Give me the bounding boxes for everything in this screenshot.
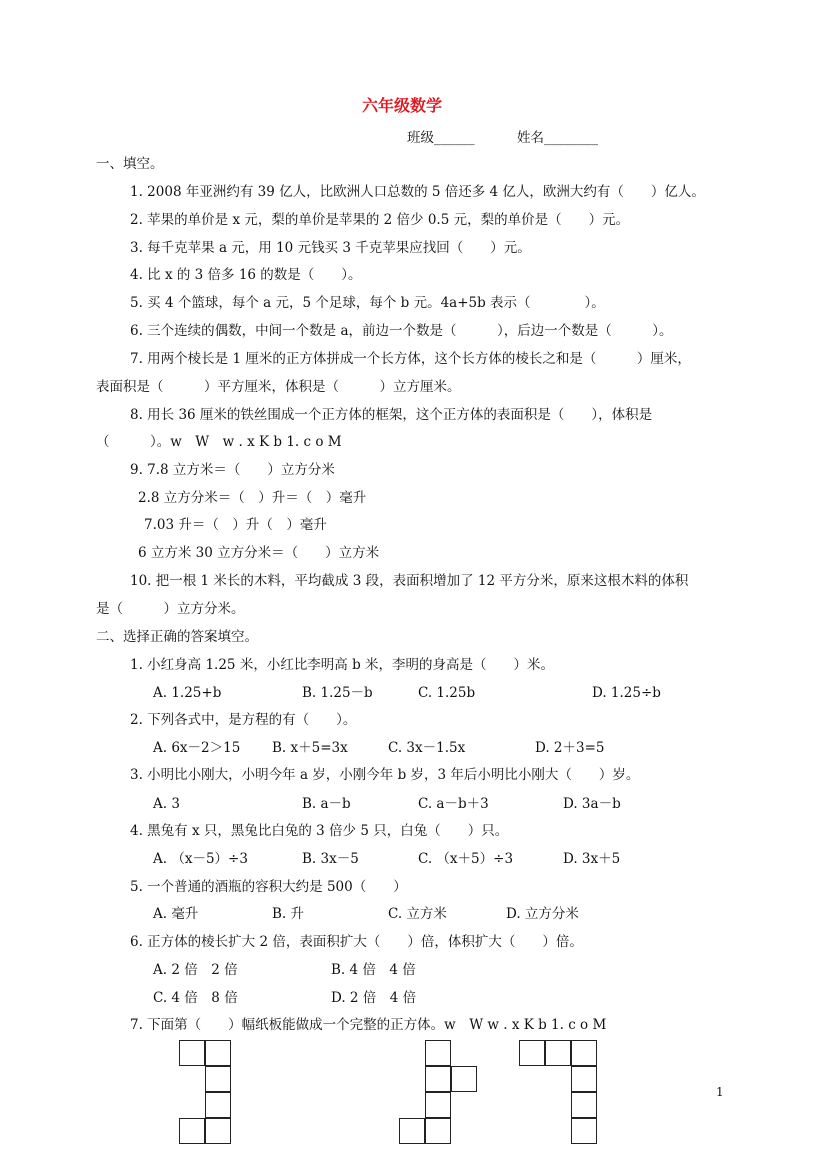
choice-option: A. 毫升 — [153, 906, 199, 922]
choice-option: C. 立方米 — [388, 906, 447, 922]
net-square — [425, 1040, 451, 1066]
net-square — [399, 1118, 425, 1144]
choice-option: D. 3x＋5 — [563, 851, 621, 867]
question-line: 8. 用长 36 厘米的铁丝围成一个正方体的框架，这个正方体的表面积是（ ），体积是 — [130, 407, 653, 423]
question-line: 6 立方米 30 立方分米＝（ ）立方米 — [138, 545, 380, 561]
choice-option: C. （x＋5）÷3 — [418, 851, 514, 867]
choice-option: C. 1.25b — [418, 685, 476, 701]
net-square — [205, 1118, 231, 1144]
choice-option: C. 4 倍 8 倍 — [153, 990, 238, 1006]
question-line: 2.8 立方分米＝（ ）升＝（ ）毫升 — [138, 490, 367, 506]
choice-option: C. a－b＋3 — [418, 796, 489, 812]
choice-option: B. 1.25－b — [302, 685, 373, 701]
question-line: （ ）。w W w . x K b 1. c o M — [96, 434, 342, 450]
net-square — [425, 1092, 451, 1118]
choice-option: A. 6x－2＞15 — [153, 740, 241, 756]
choice-option: A. （x－5）÷3 — [153, 851, 248, 867]
choice-option: D. 3a－b — [563, 796, 621, 812]
net-square — [451, 1066, 477, 1092]
question-line: 2. 下列各式中，是方程的有（ ）。 — [130, 712, 357, 728]
page-title: 六年级数学 — [362, 96, 443, 115]
choice-option: B. x＋5=3x — [272, 740, 348, 756]
choice-option: C. 3x－1.5x — [388, 740, 466, 756]
question-line: 4. 比 x 的 3 倍多 16 的数是（ ）。 — [130, 267, 362, 283]
question-line: 10. 把一根 1 米长的木料，平均截成 3 段，表面积增加了 12 平方分米，原来这根木料的体积 — [130, 573, 689, 589]
question-line: 是（ ）立方分米。 — [96, 601, 245, 617]
net-square — [205, 1092, 231, 1118]
question-line: 5. 一个普通的酒瓶的容积大约是 500（ ） — [130, 879, 407, 895]
net-square — [571, 1040, 597, 1066]
choice-option: B. a－b — [302, 796, 351, 812]
question-line: 7. 用两个棱长是 1 厘米的正方体拼成一个长方体，这个长方体的棱长之和是（ ）厘米， — [130, 351, 691, 367]
net-square — [545, 1040, 571, 1066]
choice-option: B. 升 — [272, 906, 305, 922]
net-square — [205, 1066, 231, 1092]
net-square — [205, 1040, 231, 1066]
choice-option: A. 2 倍 2 倍 — [153, 962, 238, 978]
net-square — [425, 1066, 451, 1092]
question-line: 1. 小红身高 1.25 米，小红比李明高 b 米，李明的身高是（ ）米。 — [130, 657, 555, 673]
class-field-label: 班级______ — [407, 130, 475, 146]
choice-option: A. 3 — [153, 796, 180, 812]
choice-option: D. 2＋3=5 — [535, 740, 605, 756]
question-line: 1. 2008 年亚洲约有 39 亿人，比欧洲人口总数的 5 倍还多 4 亿人，欧洲大约有（ ）亿人。 — [130, 184, 705, 200]
net-square — [571, 1092, 597, 1118]
choice-option: B. 3x－5 — [302, 851, 359, 867]
question-line: 6. 三个连续的偶数，中间一个数是 a，前边一个数是（ ），后边一个数是（ ）。 — [130, 323, 673, 339]
question-line: 6. 正方体的棱长扩大 2 倍，表面积扩大（ ）倍，体积扩大（ ）倍。 — [130, 934, 583, 950]
question-line: 7. 下面第（ ）幅纸板能做成一个完整的正方体。w W w . x K b 1. c o M — [130, 1017, 607, 1033]
question-line: 5. 买 4 个篮球，每个 a 元，5 个足球，每个 b 元。4a+5b 表示（ ）。 — [130, 295, 605, 311]
question-line: 表面积是（ ）平方厘米，体积是（ ）立方厘米。 — [96, 379, 461, 395]
net-square — [519, 1040, 545, 1066]
net-square — [571, 1118, 597, 1144]
net-square — [179, 1040, 205, 1066]
choice-option: D. 2 倍 4 倍 — [331, 990, 417, 1006]
section-heading-fill-in: 一、填空。 — [96, 156, 164, 172]
net-square — [425, 1118, 451, 1144]
question-line: 9. 7.8 立方米＝（ ）立方分米 — [130, 462, 335, 478]
question-line: 3. 小明比小刚大，小明今年 a 岁，小刚今年 b 岁，3 年后小明比小刚大（ ）岁。 — [130, 767, 640, 783]
choice-option: A. 1.25+b — [153, 685, 222, 701]
question-line: 3. 每千克苹果 a 元，用 10 元钱买 3 千克苹果应找回（ ）元。 — [130, 240, 531, 256]
choice-option: D. 立方分米 — [506, 906, 579, 922]
question-line: 4. 黑兔有 x 只，黑兔比白兔的 3 倍少 5 只，白兔（ ）只。 — [130, 823, 509, 839]
question-line: 2. 苹果的单价是 x 元，梨的单价是苹果的 2 倍少 0.5 元，梨的单价是（ ）元。 — [130, 212, 630, 228]
choice-option: B. 4 倍 4 倍 — [331, 962, 416, 978]
section-heading-choice: 二、选择正确的答案填空。 — [96, 629, 258, 645]
question-line: 7.03 升＝（ ）升（ ）毫升 — [144, 517, 327, 533]
name-field-label: 姓名________ — [517, 130, 598, 146]
choice-option: D. 1.25÷b — [592, 685, 661, 701]
page-number: 1 — [716, 1085, 724, 1099]
net-square — [179, 1118, 205, 1144]
net-square — [571, 1066, 597, 1092]
